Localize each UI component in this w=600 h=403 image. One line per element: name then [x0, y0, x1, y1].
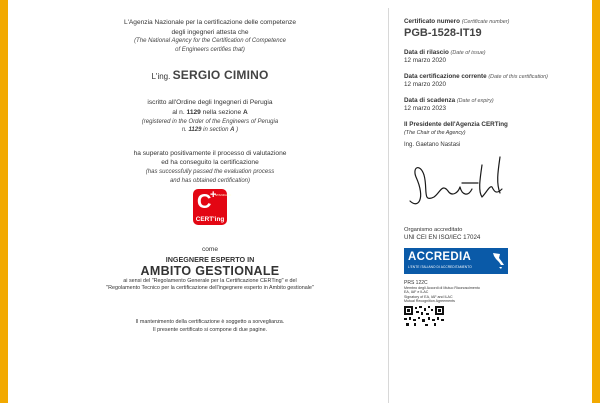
order-en-section: A	[230, 127, 235, 134]
footer-line-2: Il presente certificato si compone di due pagine.	[152, 326, 268, 333]
pass-en-line-2: and has obtained certification)	[169, 177, 251, 184]
president-label-en: (The Chair of the Agency)	[404, 130, 466, 136]
certing-logo-text: CERT'ing	[195, 216, 225, 224]
president-name: Ing. Gaetano Nastasi	[404, 142, 461, 148]
order-it-line-2	[40, 108, 380, 118]
president-label: Il Presidente dell'Agenzia CERTing	[404, 121, 508, 128]
certificate-body	[40, 0, 380, 403]
prs-code: PRS 122C	[404, 280, 428, 286]
order-en-section-label: in section	[203, 127, 229, 134]
cert-number-label-it: Certificato numero	[404, 18, 460, 25]
come-label: come	[201, 246, 219, 254]
order-en-line-2	[40, 126, 380, 135]
current-date-label-it: Data certificazione corrente	[404, 73, 487, 80]
certing-logo	[193, 189, 232, 225]
order-prefix: al n.	[172, 108, 185, 116]
order-section: A	[243, 108, 248, 116]
accredited-label: Organismo accreditato	[404, 227, 463, 233]
intro-it-line-1: L'Agenzia Nazionale per la certificazione delle competenze	[123, 19, 297, 26]
role-line-2: AMBITO GESTIONALE	[140, 263, 280, 278]
issue-date-label-it: Data di rilascio	[404, 49, 449, 56]
order-en-prefix: n.	[181, 127, 187, 134]
role-line-1: INGEGNERE ESPERTO IN	[165, 254, 255, 264]
issue-date-label	[404, 49, 574, 57]
expiry-date-label	[404, 97, 574, 105]
issue-date: 12 marzo 2020	[404, 57, 447, 64]
mra-line-3: Signatory of EA, IAF and ILAC	[404, 294, 453, 299]
pass-it-line-2: ed ha conseguito la certificazione	[161, 159, 259, 167]
expiry-date-label-en: (Date of expiry)	[456, 98, 494, 104]
accredia-logo	[404, 248, 508, 274]
order-it-line-1: iscritto all'Ordine degli Ingegneri di Perugia	[147, 99, 273, 107]
right-border-stripe	[592, 0, 600, 403]
accredia-wordmark: ACCREDIA	[408, 251, 472, 263]
pass-en-line-1: (has successfully passed the evaluation process	[145, 168, 275, 175]
mra-line-1: Membro degli Accordi di Mutuo Riconoscimento	[404, 286, 480, 290]
current-date-label-en: (Date of this certification)	[488, 74, 548, 80]
accredia-subtitle: L'ENTE ITALIANO DI ACCREDITAMENTO	[408, 265, 472, 269]
current-date: 12 marzo 2020	[404, 81, 447, 88]
intro-en-line-1: (The National Agency for the Certification of Competence	[134, 38, 286, 45]
regulation-line-1: ai sensi del "Regolamento Generale per la Certificazione CERTing" e del	[123, 277, 297, 284]
order-en-number: 1129	[188, 127, 202, 134]
footer-line-1: Il mantenimento della certificazione è soggetto a sorveglianza.	[135, 318, 285, 325]
cert-number-label	[404, 18, 574, 26]
president-signature	[404, 153, 514, 213]
certing-logo-plus-icon: +	[210, 189, 217, 202]
order-number: 1129	[186, 108, 201, 116]
issue-date-label-en: (Date of issue)	[450, 50, 486, 56]
title-prefix: L'ing.	[151, 72, 171, 82]
intro-it-line-2: degli ingegneri attesta che	[171, 28, 249, 36]
current-date-label	[404, 73, 574, 81]
cert-number: PGB-1528-IT19	[404, 27, 482, 39]
certing-logo-c: C	[197, 191, 212, 214]
mra-line-4: Mutual Recognition Agreements	[404, 298, 455, 303]
pass-it-line-1: ha superato positivamente il processo di valutazione	[133, 149, 287, 157]
recipient-line	[40, 68, 380, 82]
regulation-line-2: "Regolamento Tecnico per la certificazione dell'ingegnere esperto in Ambito gestionale"	[106, 285, 314, 292]
order-en-line-1: (registered in the Order of the Engineers of Perugia	[141, 118, 279, 125]
column-divider	[388, 8, 389, 403]
cert-number-label-en: (Certificate number)	[461, 19, 510, 25]
expiry-date: 12 marzo 2023	[404, 105, 447, 112]
italy-map-icon	[491, 252, 505, 270]
order-section-label: nella sezione	[202, 108, 242, 116]
certificate-details	[404, 18, 574, 331]
accredited-standard: UNI CEI EN ISO/IEC 17024	[404, 234, 481, 241]
qr-code-icon	[404, 306, 444, 326]
certing-logo-small: STANDARD	[215, 193, 232, 198]
expiry-date-label-it: Data di scadenza	[404, 97, 456, 104]
recipient-name: SERGIO CIMINO	[172, 68, 269, 83]
intro-en-line-2: of Engineers certifies that)	[175, 46, 245, 53]
mra-line-2: EA, IAF e ILAC	[404, 290, 429, 295]
order-en-close: )	[236, 127, 239, 134]
left-border-stripe	[0, 0, 8, 403]
